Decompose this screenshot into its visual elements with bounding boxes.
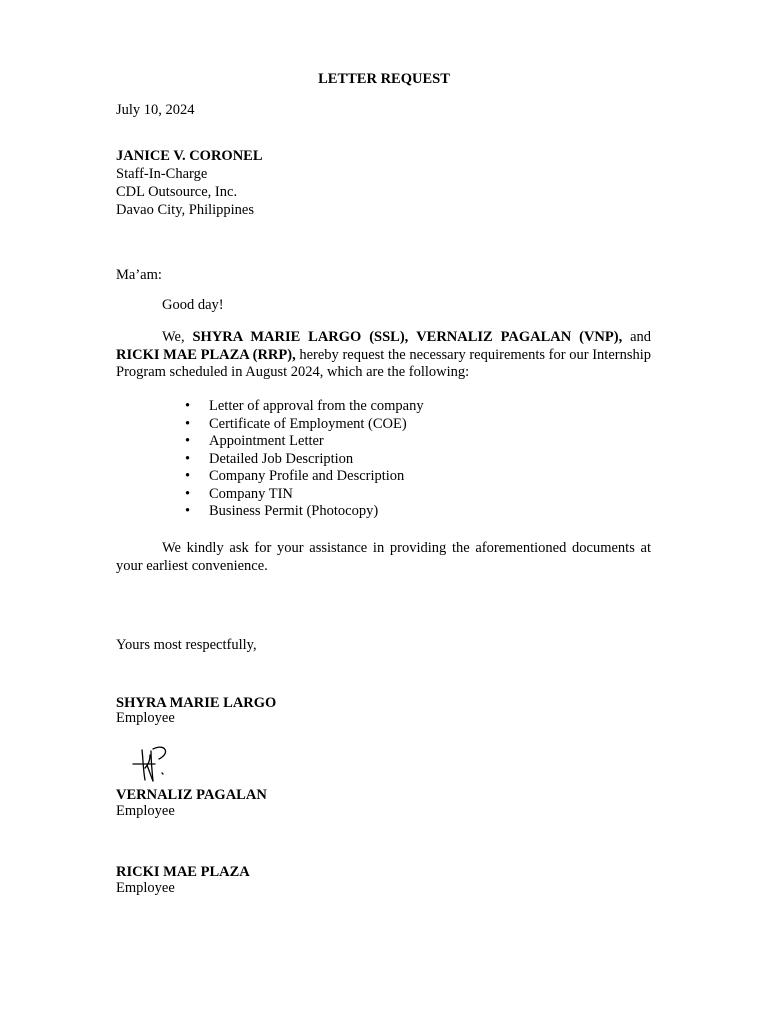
body-rest: hereby request the necessary requirements for our Internship Program scheduled in August 2024, which are the following:: [116, 346, 651, 380]
list-item: [185, 503, 424, 521]
body-paragraph: [116, 329, 651, 382]
requirement-text: Detailed Job Description: [209, 450, 354, 467]
closing-phrase: Yours most respectfully,: [116, 637, 257, 653]
signatory-name: VERNALIZ PAGALAN: [116, 787, 267, 803]
body-and: and: [630, 329, 652, 345]
body-name-3: RICKI MAE PLAZA (RRP),: [116, 346, 296, 363]
requirement-text: Letter of approval from the company: [209, 398, 424, 414]
list-item: [185, 468, 424, 486]
list-item: [185, 415, 424, 434]
bullet-icon: •: [185, 485, 191, 502]
recipient-address: Davao City, Philippines: [116, 202, 255, 218]
body-name-2: VERNALIZ PAGALAN (VNP),: [416, 329, 623, 345]
letter-title: LETTER REQUEST: [318, 71, 450, 87]
list-item: [185, 450, 424, 469]
requirement-text: Certificate of Employment (COE): [209, 415, 407, 432]
requirement-text: Business Permit (Photocopy): [209, 503, 379, 519]
list-item: [185, 485, 424, 504]
signatory-title: Employee: [116, 803, 175, 819]
recipient-name: JANICE V. CORONEL: [116, 148, 263, 164]
signatory-name: SHYRA MARIE LARGO: [116, 695, 277, 711]
signatory-name: RICKI MAE PLAZA: [116, 864, 250, 880]
requirement-text: Appointment Letter: [209, 433, 324, 449]
salutation: Ma’am:: [116, 267, 162, 283]
signatory-title: Employee: [116, 880, 175, 896]
letter-date: July 10, 2024: [116, 102, 195, 118]
recipient-company: CDL Outsource, Inc.: [116, 184, 238, 200]
bullet-icon: •: [185, 468, 191, 484]
bullet-icon: •: [185, 450, 191, 467]
bullet-icon: •: [185, 398, 191, 414]
handwritten-signature: [131, 743, 173, 783]
greeting: Good day!: [162, 297, 224, 313]
recipient-position: Staff-In-Charge: [116, 166, 208, 182]
list-item: [185, 433, 424, 451]
bullet-icon: •: [185, 433, 191, 449]
body-name-1: SHYRA MARIE LARGO (SSL),: [192, 329, 409, 345]
closing-paragraph: We kindly ask for your assistance in providing the aforementioned documents at your earliest convenience.: [116, 540, 651, 574]
signatory-title: Employee: [116, 710, 175, 726]
bullet-icon: •: [185, 415, 191, 432]
bullet-icon: •: [185, 503, 191, 519]
body-we: We,: [162, 329, 185, 345]
requirement-text: Company TIN: [209, 485, 293, 502]
list-item: [185, 398, 424, 416]
requirement-text: Company Profile and Description: [209, 468, 405, 484]
requirements-list: [163, 398, 424, 521]
